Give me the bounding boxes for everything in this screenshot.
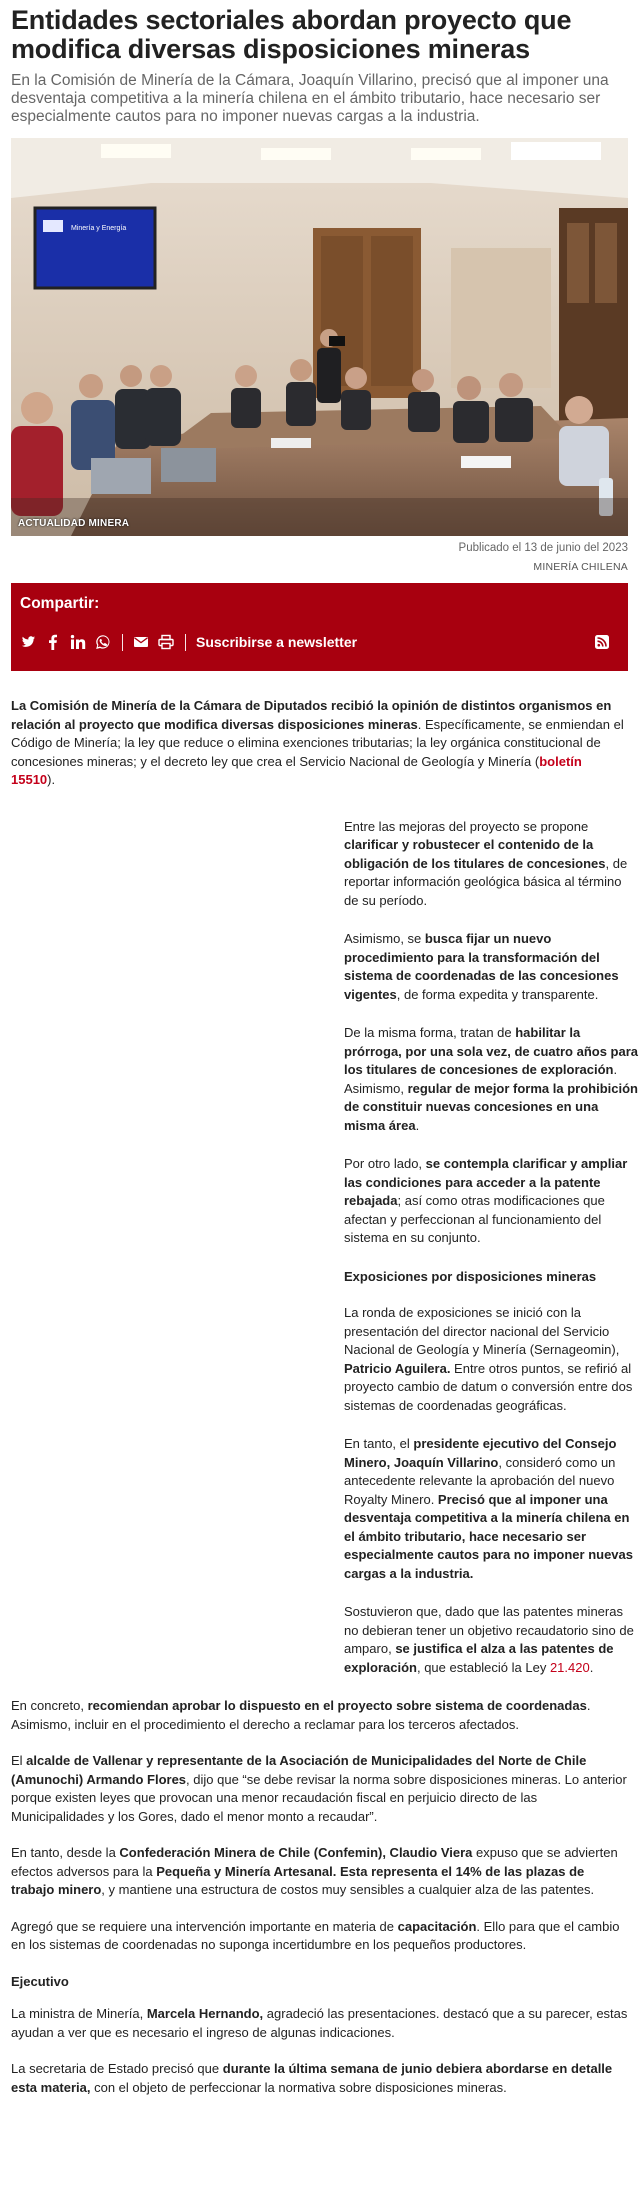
paragraph: La ministra de Minería, Marcela Hernando, agradeció las presentaciones. destacó que a su parecer, estas ayudan a ver que es necesario el ingreso de algunas indicaciones. xyxy=(11,2006,628,2040)
facebook-icon[interactable] xyxy=(45,634,61,650)
boletin-link[interactable]: boletín 15510 xyxy=(11,753,582,787)
screen-text: Minería y Energía xyxy=(71,225,127,232)
share-bar xyxy=(11,583,628,671)
linkedin-icon[interactable] xyxy=(70,634,86,650)
email-icon[interactable] xyxy=(133,634,149,650)
paragraph: La secretaria de Estado precisó que durante la última semana de junio debiera abordarse en detalle esta materia, con el objeto de perfeccionar la normativa sobre disposiciones mineras. xyxy=(11,2061,613,2095)
paragraph: Por otro lado, se contempla clarificar y ampliar las condiciones para acceder a la patente rebajada; así como otras modificaciones que afectan y perfeccionan al funcionamiento del sistema en su conjunto. xyxy=(344,1156,628,1245)
article-source: MINERÍA CHILENA xyxy=(533,561,628,573)
rss-icon[interactable] xyxy=(594,634,610,650)
meeting-room-image xyxy=(11,138,628,536)
article-title: Entidades sectoriales abordan proyecto que modifica diversas disposiciones mineras xyxy=(11,5,572,64)
paragraph: La ronda de exposiciones se inició con la presentación del director nacional del Servicio Nacional de Geología y Minería (Sernageomin), Patricio Aguilera. Entre otros puntos, se refirió al proyecto cambio de datum o conversión entre dos sistemas de coordenadas geográficas. xyxy=(344,1305,633,1413)
share-title: Compartir: xyxy=(20,595,100,612)
twitter-icon[interactable] xyxy=(20,634,36,650)
paragraph: Entre las mejoras del proyecto se propone clarificar y robustecer el contenido de la obligación de los titulares de concesiones, de reportar información geológica básica al término de su período. xyxy=(344,818,628,908)
paragraph: Sostuvieron que, dado que las patentes mineras no debieran tener un objetivo recaudatorio sino de amparo, se justifica el alza a las patentes de exploración, que estableció la Ley 21.420. xyxy=(344,1604,634,1675)
paragraph: En concreto, recomiendan aprobar lo dispuesto en el proyecto sobre sistema de coordenadas. Asimismo, incluir en el procedimiento el derecho a reclamar para los terceros afectados. xyxy=(11,1698,591,1732)
paragraph: De la misma forma, tratan de habilitar la prórroga, por una sola vez, de cuatro años para los titulares de concesiones de exploración. Asimismo, regular de mejor forma la prohibición de constituir nuevas concesiones en una misma área. xyxy=(344,1025,639,1133)
paragraph: Asimismo, se busca fijar un nuevo procedimiento para la transformación del sistema de coordenadas de las concesiones vigentes, de forma expedita y transparente. xyxy=(344,931,619,1002)
paragraph: En tanto, desde la Confederación Minera de Chile (Confemin), Claudio Viera expuso que se advierten efectos adversos para la Pequeña y Minería Artesanal. Esta representa el 14% de las plazas de trabajo minero, y mantiene una estructura de costos muy sensibles a cualquier alza de las patentes. xyxy=(11,1845,618,1897)
section-heading: Ejecutivo xyxy=(11,1973,69,1989)
share-divider xyxy=(185,634,186,651)
paragraph: El alcalde de Vallenar y representante de la Asociación de Municipalidades del Norte de Chile (Amunochi) Armando Flores, dijo que “se debe revisar la norma sobre disposiciones mineras. Lo anterior porque existen leyes que provocan una menor recaudación fiscal en perjuicio directo de las Municipalidades y los Gores, dado el menor monto a recaudar”. xyxy=(11,1753,627,1824)
print-icon[interactable] xyxy=(158,634,174,650)
share-divider xyxy=(122,634,123,651)
publish-date: Publicado el 13 de junio del 2023 xyxy=(458,542,628,554)
paragraph: La Comisión de Minería de la Cámara de Diputados recibió la opinión de distintos organismos en relación al proyecto que modifica diversas disposiciones mineras. Específicamente, se enmiendan el Código de Minería; la ley que reduce o elimina exenciones tributarias; la ley orgánica constitucional de concesiones mineras; y el decreto ley que crea el Servicio Nacional de Geología y Minería (boletín 15510). xyxy=(11,698,624,787)
whatsapp-icon[interactable] xyxy=(95,634,111,650)
share-actions xyxy=(20,631,619,653)
article-photo xyxy=(11,138,628,536)
section-heading: Exposiciones por disposiciones mineras xyxy=(344,1268,597,1284)
photo-credit: ACTUALIDAD MINERA xyxy=(18,518,130,529)
paragraph: Agregó que se requiere una intervención importante en materia de capacitación. Ello para que el cambio en los sistemas de coordenadas no suponga incertidumbre en los pequeños productores. xyxy=(11,1918,620,1952)
article-lede: En la Comisión de Minería de la Cámara, Joaquín Villarino, precisó que al imponer una desventaja competitiva a la minería chilena en el ámbito tributario, hace necesario ser especialmente cautos para no imponer nuevas cargas a la industria. xyxy=(11,72,609,125)
right-column xyxy=(344,818,639,1678)
article-body xyxy=(11,697,639,2097)
ley-link[interactable]: 21.420 xyxy=(549,1659,590,1675)
newsletter-link[interactable]: Suscribirse a newsletter xyxy=(196,634,358,650)
paragraph: En tanto, el presidente ejecutivo del Consejo Minero, Joaquín Villarino, consideró como un antecedente relevante la aprobación del nuevo Royalty Minero. Precisó que al imponer una desventaja competitiva a la minería chilena en el ámbito tributario, hace necesario ser especialmente cautos para no imponer nuevas cargas a la industria. xyxy=(344,1436,633,1581)
